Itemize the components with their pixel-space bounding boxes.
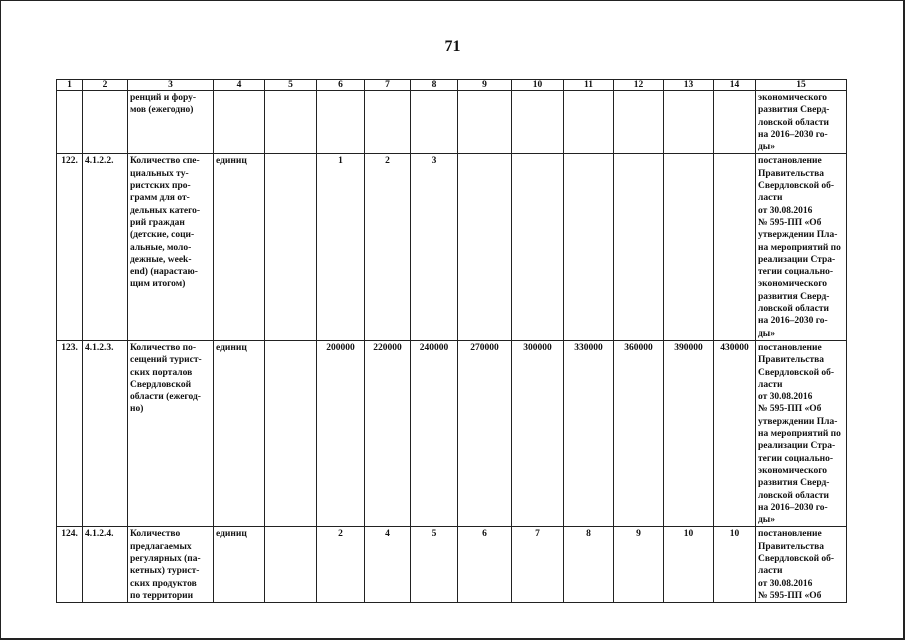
value-cell: 7: [512, 527, 564, 603]
header-cell: 3: [128, 80, 214, 91]
value-cell: 4: [365, 527, 411, 603]
header-row: [57, 80, 847, 91]
source-cell: постановление Правительства Свердловской об- ласти от 30.08.2016 № 595-ПП «Об: [756, 527, 847, 603]
value-cell: [265, 340, 317, 526]
header-cell: 8: [411, 80, 458, 91]
header-cell: 14: [714, 80, 756, 91]
row-number-cell: [57, 91, 83, 154]
value-cell: 240000: [411, 340, 458, 526]
value-cell: [714, 91, 756, 154]
value-cell: [614, 154, 664, 340]
value-cell: 6: [458, 527, 512, 603]
value-cell: [714, 154, 756, 340]
value-cell: [458, 154, 512, 340]
value-cell: 8: [564, 527, 614, 603]
header-cell: 7: [365, 80, 411, 91]
table-row: [57, 91, 847, 154]
header-cell: 6: [317, 80, 365, 91]
header-cell: 10: [512, 80, 564, 91]
table-row: [57, 154, 847, 340]
source-cell: экономического развития Сверд- ловской области на 2016–2030 го- ды»: [756, 91, 847, 154]
code-cell: 4.1.2.4.: [83, 527, 128, 603]
value-cell: [458, 91, 512, 154]
unit-cell: единиц: [214, 527, 265, 603]
unit-cell: единиц: [214, 154, 265, 340]
code-cell: 4.1.2.3.: [83, 340, 128, 526]
code-cell: 4.1.2.2.: [83, 154, 128, 340]
value-cell: [317, 91, 365, 154]
value-cell: [411, 91, 458, 154]
value-cell: 200000: [317, 340, 365, 526]
value-cell: [614, 91, 664, 154]
header-cell: 9: [458, 80, 512, 91]
value-cell: 330000: [564, 340, 614, 526]
header-cell: 5: [265, 80, 317, 91]
value-cell: 220000: [365, 340, 411, 526]
value-cell: 5: [411, 527, 458, 603]
unit-cell: [214, 91, 265, 154]
value-cell: [512, 154, 564, 340]
header-cell: 1: [57, 80, 83, 91]
value-cell: [265, 154, 317, 340]
header-cell: 12: [614, 80, 664, 91]
value-cell: 360000: [614, 340, 664, 526]
code-cell: [83, 91, 128, 154]
header-cell: 11: [564, 80, 614, 91]
unit-cell: единиц: [214, 340, 265, 526]
value-cell: [265, 527, 317, 603]
value-cell: 1: [317, 154, 365, 340]
indicator-name-cell: ренций и фору- мов (ежегодно): [128, 91, 214, 154]
value-cell: [365, 91, 411, 154]
value-cell: 10: [664, 527, 714, 603]
header-cell: 13: [664, 80, 714, 91]
row-number-cell: 123.: [57, 340, 83, 526]
value-cell: [664, 154, 714, 340]
table-row: [57, 527, 847, 603]
value-cell: [564, 154, 614, 340]
header-cell: 2: [83, 80, 128, 91]
indicator-name-cell: Количество предлагаемых регулярных (па- кетных) турист- ских продуктов по территории: [128, 527, 214, 603]
value-cell: [265, 91, 317, 154]
row-number-cell: 124.: [57, 527, 83, 603]
value-cell: 2: [365, 154, 411, 340]
value-cell: 10: [714, 527, 756, 603]
source-cell: постановление Правительства Свердловской об- ласти от 30.08.2016 № 595-ПП «Об утверждении Пла- на мероприятий по реализации Стра- тегии социально- экономического развития Сверд- ловской области на 2016–2030 го- ды»: [756, 154, 847, 340]
page-number: 71: [444, 38, 461, 55]
value-cell: 9: [614, 527, 664, 603]
value-cell: [512, 91, 564, 154]
value-cell: 270000: [458, 340, 512, 526]
value-cell: 390000: [664, 340, 714, 526]
value-cell: [564, 91, 614, 154]
value-cell: 2: [317, 527, 365, 603]
header-cell: 4: [214, 80, 265, 91]
indicator-name-cell: Количество спе- циальных ту- ристских про- грамм для от- дельных катего- рий граждан (детские, соци- альные, моло- дежные, week- end) (нарастаю- щим итогом): [128, 154, 214, 340]
source-cell: постановление Правительства Свердловской об- ласти от 30.08.2016 № 595-ПП «Об утверждении Пла- на мероприятий по реализации Стра- тегии социально- экономического развития Сверд- ловской области на 2016–2030 го- ды»: [756, 340, 847, 526]
row-number-cell: 122.: [57, 154, 83, 340]
table-row: [57, 340, 847, 526]
value-cell: 3: [411, 154, 458, 340]
header-cell: 15: [756, 80, 847, 91]
value-cell: [664, 91, 714, 154]
indicator-name-cell: Количество по- сещений турист- ских порталов Свердловской области (ежегод- но): [128, 340, 214, 526]
value-cell: 430000: [714, 340, 756, 526]
indicator-table: [56, 79, 847, 603]
value-cell: 300000: [512, 340, 564, 526]
